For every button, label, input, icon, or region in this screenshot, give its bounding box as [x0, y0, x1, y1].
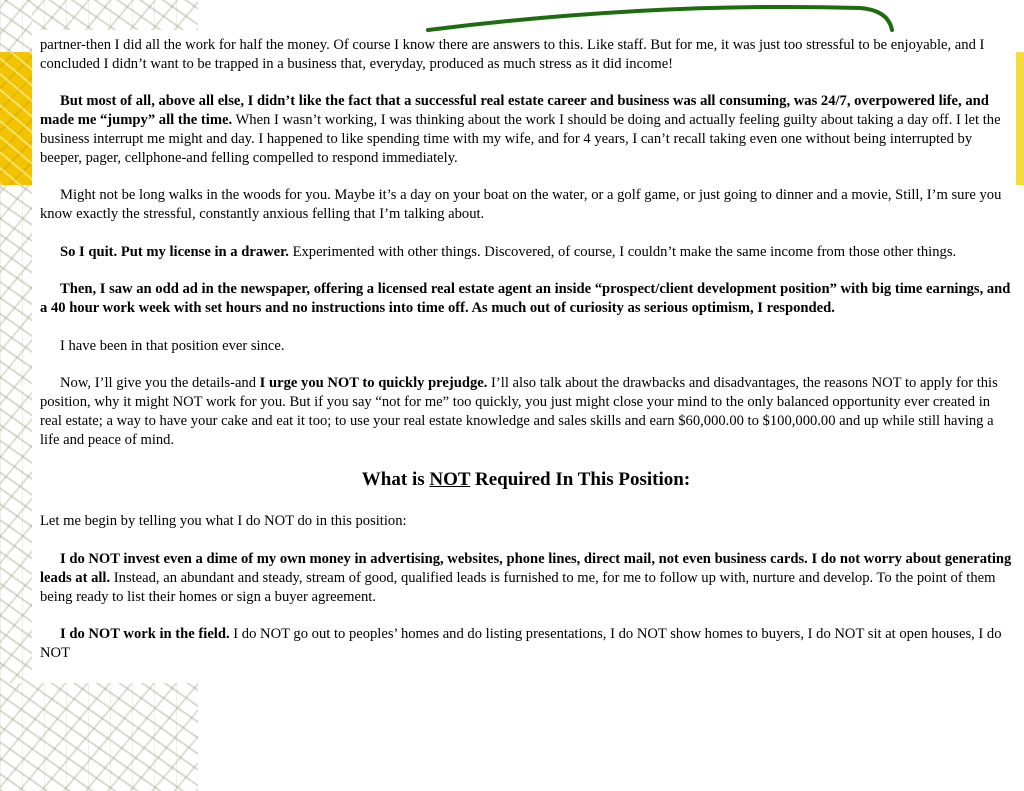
- paragraph-p7-run-0: Now, I’ll give you the details-and: [60, 375, 260, 392]
- decorative-pattern-bottom: [0, 683, 198, 791]
- paragraph-p4: [40, 243, 1012, 262]
- paragraph-p9: [40, 550, 1012, 606]
- document-body: [40, 36, 1012, 682]
- paragraph-p8: [40, 512, 1012, 531]
- heading-part-after: Required In This Position:: [470, 469, 691, 491]
- paragraph-p2: [40, 92, 1012, 167]
- paragraph-p3-run-0: Might not be long walks in the woods for you. Maybe it’s a day on your boat on the water, or a golf game, or just going to dinner and a movie, Still, I’m sure you know exactly the stressful, constantly anxious felling that I’m talking about.: [40, 187, 1002, 223]
- paragraph-p10-run-0: I do NOT work in the field.: [60, 626, 230, 643]
- paragraph-group-intro: [40, 36, 1012, 450]
- paragraph-p4-run-0: So I quit. Put my license in a drawer.: [60, 243, 289, 260]
- paragraph-p7: [40, 374, 1012, 449]
- decorative-yellow-strip-right: [1016, 52, 1024, 185]
- paragraph-p9-run-1: Instead, an abundant and steady, stream of good, qualified leads is furnished to me, for me to follow up with, nurture and develop. To the point of them being ready to list their homes or sign a buyer agreement.: [40, 569, 996, 605]
- decorative-green-swoosh: [420, 0, 900, 34]
- paragraph-p8-run-0: Let me begin by telling you what I do NOT do in this position:: [40, 513, 407, 530]
- paragraph-p3: [40, 186, 1012, 224]
- paragraph-p1-run-0: partner-then I did all the work for half the money. Of course I know there are answers to this. Like staff. But for me, it was just too stressful to be enjoyable, and I concluded I didn’t want to be trapped in a business that, everyday, produced as much stress as it did income!: [40, 37, 985, 72]
- heading-part-before: What is: [361, 469, 430, 491]
- paragraph-p10: [40, 625, 1012, 663]
- section-heading: [40, 468, 1012, 492]
- paragraph-p1: [40, 36, 1012, 74]
- paragraph-group-requirements: [40, 512, 1012, 662]
- paragraph-p6: [40, 337, 1012, 356]
- paragraph-p2-run-0: But most of all, above all else, I didn’t like the fact that a successful real estate career and business was all consuming, was 24/7, overpowered life, and made me “jumpy” all the time.: [40, 93, 989, 129]
- heading-underlined-word: NOT: [429, 469, 471, 491]
- paragraph-p4-run-1: Experimented with other things. Discovered, of course, I couldn’t make the same income from those other things.: [288, 243, 957, 260]
- paragraph-p10-run-1: I do NOT go out to peoples’ homes and do listing presentations, I do NOT show homes to buyers, I do NOT sit at open houses, I do NOT: [40, 626, 1002, 661]
- paragraph-p5: [40, 280, 1012, 318]
- paragraph-p7-run-2: I’ll also talk about the drawbacks and disadvantages, the reasons NOT to apply for this position, why it might NOT work for you. But if you say “not for me” too quickly, you just might close your mind to the only balanced opportunity ever created in real estate; a way to have your cake and eat it too; to use your real estate knowledge and sales skills and earn $60,000.00 to $100,000.00 and up while still having a life and peace of mind.: [40, 375, 998, 448]
- paragraph-p7-run-1: I urge you NOT to quickly prejudge.: [259, 375, 488, 392]
- paragraph-p5-run-0: Then, I saw an odd ad in the newspaper, offering a licensed real estate agent an inside “prospect/client development position” with big time earnings, and a 40 hour work week with set hours and no instructions into time off. As much out of curiosity as serious optimism, I responded.: [40, 281, 1011, 317]
- paragraph-p6-run-0: I have been in that position ever since.: [60, 337, 285, 354]
- paragraph-p9-run-0: I do NOT invest even a dime of my own money in advertising, websites, phone lines, direct mail, not even business cards. I do not worry about generating leads at all.: [40, 550, 1012, 586]
- decorative-yellow-strip-left: [0, 52, 32, 185]
- paragraph-p2-run-1: When I wasn’t working, I was thinking about the work I should be doing and actually feeling guilty about taking a day off. I let the business interrupt me might and day. I happened to like spending time with my wife, and for 4 years, I can’t recall taking even one without being interrupted by beeper, pager, cellphone-and felling compelled to respond immediately.: [40, 112, 1001, 166]
